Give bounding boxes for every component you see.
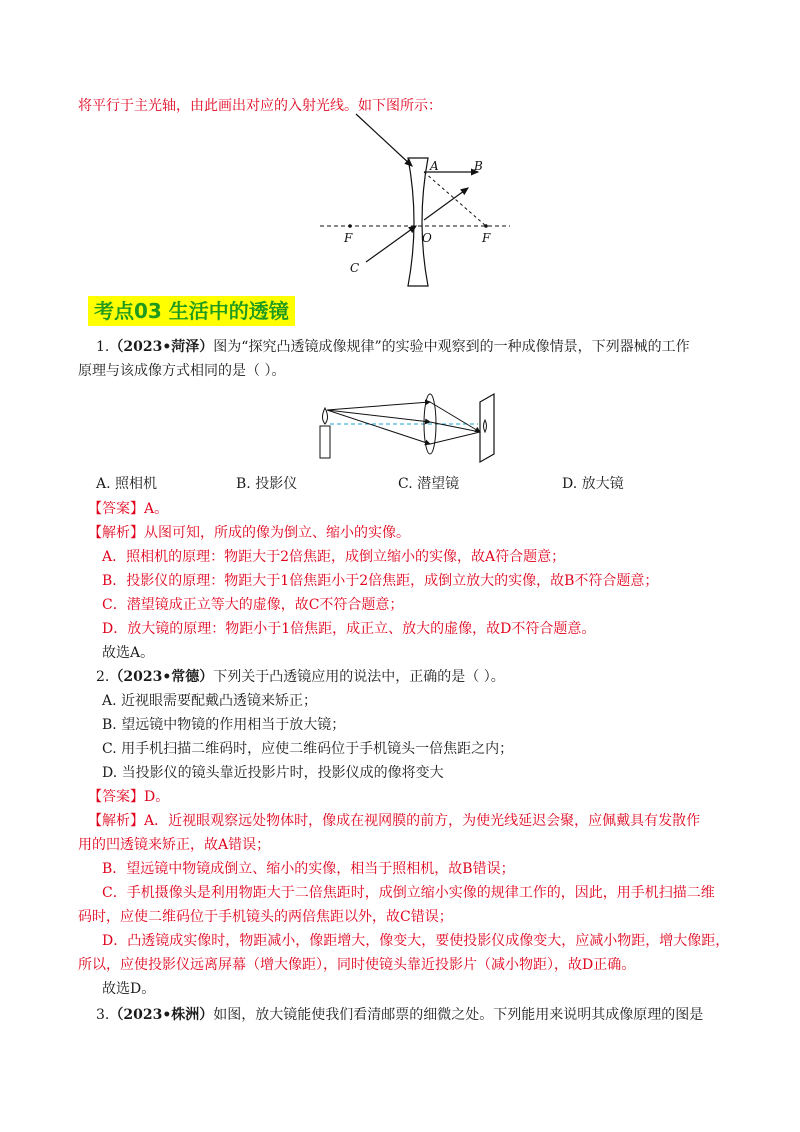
q1-text: 图为“探究凸透镜成像规律”的实验中观察到的一种成像情景，下列器械的工作 [213, 339, 690, 355]
focal-point-left [348, 224, 352, 228]
q1-analysis-text: 【解析】从图可知，所成的像为倒立、缩小的实像。 [88, 525, 410, 541]
incident-ray-top [356, 114, 412, 166]
q1-analysis-d: D．放大镜的原理：物距小于1倍焦距，成正立、放大的虚像，故D不符合题意。 [102, 621, 596, 637]
screen-icon [480, 394, 494, 462]
q2-stem [96, 667, 505, 687]
label-f-right: F [482, 231, 491, 245]
q2-answer: 【答案】D。 [88, 789, 170, 805]
q1-analysis [88, 523, 410, 543]
q1-option-a[interactable]: A. 照相机 [96, 476, 158, 492]
q2-number: 2. [96, 669, 110, 685]
q2-analysis-c2: 码时，应使二维码位于手机镜头的两倍焦距以外，故C错误； [78, 909, 453, 925]
label-o: O [422, 231, 432, 245]
q3-stem [96, 1005, 703, 1025]
q2-analysis-b: B．望远镜中物镜成倒立、缩小的实像，相当于照相机，故B错误； [102, 861, 515, 877]
q2-analysis-d2: 所以，应使投影仪远离屏幕（增大像距），同时使镜头靠近投影片（减小物距），故D正确。 [78, 957, 636, 973]
q3-source: （2023•株洲） [109, 1007, 214, 1023]
flame-icon [323, 408, 328, 424]
q1-stem-line2: 原理与该成像方式相同的是（ ）。 [78, 363, 286, 379]
convex-lens-experiment-diagram [318, 392, 508, 464]
section-heading: 考点03 生活中的透镜 [88, 296, 295, 326]
q1-stem-line1 [96, 337, 690, 357]
q2-source: （2023•常德） [109, 669, 214, 685]
incident-ray-c [366, 226, 416, 262]
dashed-extension [424, 172, 486, 226]
ray-3b [430, 432, 480, 444]
concave-lens [408, 158, 428, 286]
q2-analysis-line2: 用的凹透镜来矫正，故A错误； [78, 837, 271, 853]
q1-analysis-c: C．潜望镜成正立等大的虚像，故C不符合题意； [102, 597, 404, 613]
label-a: A [430, 159, 439, 173]
q1-answer: 【答案】A。 [88, 501, 169, 517]
q2-conclusion: 故选D。 [102, 981, 156, 997]
candle-icon [320, 426, 330, 458]
q2-option-d[interactable]: D. 当投影仪的镜头靠近投影片时，投影仪成的像将变大 [102, 765, 444, 781]
q1-option-d[interactable]: D. 放大镜 [562, 476, 624, 492]
ray-3 [327, 410, 430, 444]
label-c: C [350, 261, 360, 275]
intro-text: 将平行于主光轴，由此画出对应的入射光线。如下图所示： [78, 98, 442, 114]
label-f-left: F [344, 231, 353, 245]
ray-2 [327, 410, 430, 422]
q1-option-b[interactable]: B. 投影仪 [236, 476, 298, 492]
q2-text: 下列关于凸透镜应用的说法中，正确的是（ ）。 [213, 669, 505, 685]
q1-conclusion: 故选A。 [102, 645, 155, 661]
label-b: B [474, 159, 483, 173]
q1-source: （2023•菏泽） [109, 339, 214, 355]
q2-option-b[interactable]: B. 望远镜中物镜的作用相当于放大镜； [102, 717, 346, 733]
q2-analysis-line1: 【解析】A．近视眼观察远处物体时，像成在视网膜的前方，为使光线延迟会聚，应佩戴具有发散作 [88, 813, 701, 829]
q3-text: 如图，放大镜能使我们看清邮票的细微之处。下列能用来说明其成像原理的图是 [213, 1007, 704, 1023]
q2-option-a[interactable]: A. 近视眼需要配戴凸透镜来矫正； [102, 693, 318, 709]
q1-analysis-b: B．投影仪的原理：物距大于1倍焦距小于2倍焦距，成倒立放大的实像，故B不符合题意； [102, 573, 659, 589]
q3-number: 3. [96, 1007, 110, 1023]
concave-lens-diagram [320, 112, 510, 292]
inverted-image-icon [484, 420, 487, 432]
q2-option-c[interactable]: C. 用手机扫描二维码时，应使二维码位于手机镜头一倍焦距之内； [102, 741, 514, 757]
q2-analysis-c1: C．手机摄像头是利用物距大于二倍焦距时，成倒立缩小实像的规律工作的，因此，用手机扫描二维 [102, 885, 715, 901]
q1-analysis-a: A．照相机的原理：物距大于2倍焦距，成倒立缩小的实像，故A符合题意； [102, 549, 566, 565]
ray-1 [327, 402, 430, 410]
focal-point-right [484, 224, 488, 228]
q1-option-c[interactable]: C. 潜望镜 [398, 476, 460, 492]
q1-number: 1. [96, 339, 110, 355]
q2-analysis-d1: D．凸透镜成实像时，物距减小，像距增大，像变大，要使投影仪成像变大，应减小物距，增大像距， [102, 933, 730, 949]
